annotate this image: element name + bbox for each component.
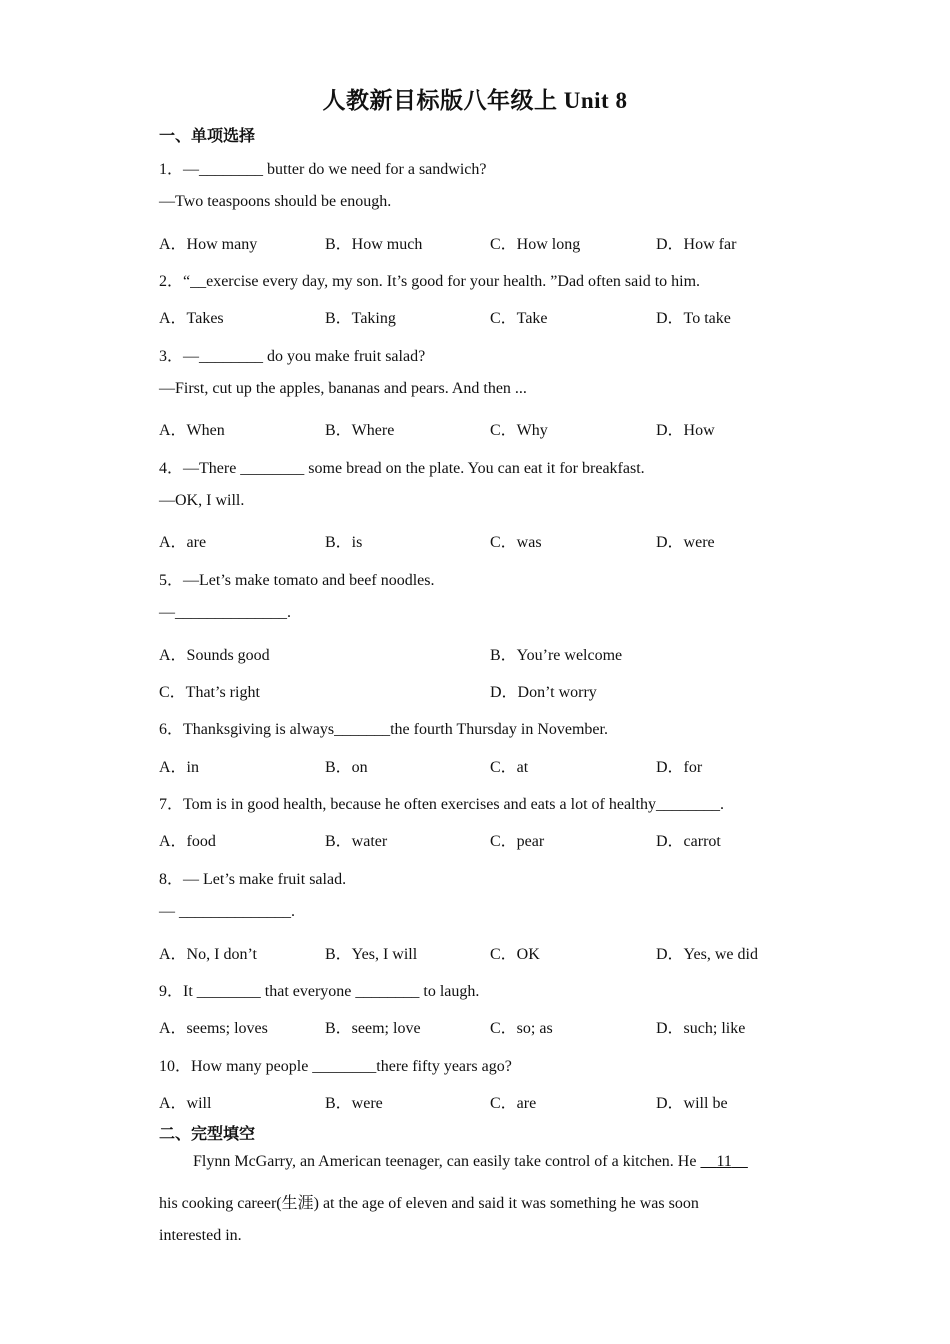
question-10-option-d: D．will be <box>656 1095 728 1112</box>
question-2-options <box>159 305 819 327</box>
question-2-option-d: D．To take <box>656 310 731 327</box>
question-3-options <box>159 417 819 439</box>
question-1-option-b: B．How much <box>325 236 423 253</box>
question-5-option-a: A．Sounds good <box>159 647 270 664</box>
cloze-line-1-text: Flynn McGarry, an American teenager, can easily take control of a kitchen. He <box>193 1153 697 1170</box>
question-1-line-2: —Two teaspoons should be enough. <box>159 193 392 210</box>
question-8-option-a: A．No, I don’t <box>159 946 257 963</box>
question-5-option-b: B．You’re welcome <box>490 647 623 664</box>
question-10-options <box>159 1090 819 1112</box>
section-heading-cloze: 二、完型填空 <box>159 1126 256 1143</box>
question-3-line-2: —First, cut up the apples, bananas and pears. And then ... <box>159 380 527 397</box>
question-6-option-c: C．at <box>490 759 529 776</box>
question-5-option-c: C．That’s right <box>159 684 260 701</box>
question-3-option-c: C．Why <box>490 422 548 439</box>
section-heading-single-choice: 一、单项选择 <box>159 128 256 145</box>
question-8-option-d: D．Yes, we did <box>656 946 758 963</box>
cloze-paragraph-line-1 <box>193 1153 748 1171</box>
question-7-option-c: C．pear <box>490 833 545 850</box>
question-8-line-1: 8．— Let’s make fruit salad. <box>159 871 347 888</box>
question-5-options-row-1 <box>159 642 819 664</box>
question-8-option-c: C．OK <box>490 946 540 963</box>
question-3-option-a: A．When <box>159 422 225 439</box>
question-9-option-c: C．so; as <box>490 1020 553 1037</box>
question-5-options-row-2 <box>159 679 819 701</box>
question-10-option-c: C．are <box>490 1095 537 1112</box>
question-6-option-d: D．for <box>656 759 703 776</box>
question-4-line-2: —OK, I will. <box>159 492 245 509</box>
question-9-options <box>159 1015 819 1037</box>
question-9-line-1: 9．It ________ that everyone ________ to laugh. <box>159 983 480 1000</box>
question-6-option-b: B．on <box>325 759 368 776</box>
question-6-line-1: 6．Thanksgiving is always_______the fourth Thursday in November. <box>159 721 608 738</box>
question-9-option-d: D．such; like <box>656 1020 746 1037</box>
question-6-options <box>159 754 819 776</box>
question-3-option-b: B．Where <box>325 422 395 439</box>
question-2-option-a: A．Takes <box>159 310 224 327</box>
question-2-option-b: B．Taking <box>325 310 396 327</box>
question-3-line-1: 3．—________ do you make fruit salad? <box>159 348 426 365</box>
question-8-line-2: — ______________. <box>159 903 295 920</box>
question-4-options <box>159 529 819 551</box>
cloze-blank-11-number: 11 <box>716 1153 732 1170</box>
question-7-option-b: B．water <box>325 833 388 850</box>
cloze-paragraph-line-2: his cooking career(生涯) at the age of eleven and said it was something he was soon <box>159 1195 699 1212</box>
question-10-option-a: A．will <box>159 1095 212 1112</box>
question-4-option-c: C．was <box>490 534 542 551</box>
question-7-option-a: A．food <box>159 833 216 850</box>
question-2-line-1: 2．“__exercise every day, my son. It’s good for your health. ”Dad often said to him. <box>159 273 701 290</box>
question-7-option-d: D．carrot <box>656 833 721 850</box>
page-title: 人教新目标版八年级上 Unit 8 <box>322 88 628 113</box>
question-5-line-2: —______________. <box>159 604 291 621</box>
question-1-option-c: C．How long <box>490 236 581 253</box>
question-9-option-a: A．seems; loves <box>159 1020 268 1037</box>
question-1-line-1: 1．—________ butter do we need for a sandwich? <box>159 161 487 178</box>
question-3-option-d: D．How <box>656 422 715 439</box>
question-10-line-1: 10．How many people ________there fifty years ago? <box>159 1058 512 1075</box>
question-4-line-1: 4．—There ________ some bread on the plate. You can eat it for breakfast. <box>159 460 645 477</box>
question-8-options <box>159 941 819 963</box>
question-1-option-d: D．How far <box>656 236 737 253</box>
question-4-option-b: B．is <box>325 534 363 551</box>
question-4-option-d: D．were <box>656 534 715 551</box>
question-1-options <box>159 231 819 253</box>
question-1-option-a: A．How many <box>159 236 258 253</box>
question-6-option-a: A．in <box>159 759 200 776</box>
question-8-option-b: B．Yes, I will <box>325 946 418 963</box>
question-7-options <box>159 828 819 850</box>
question-9-option-b: B．seem; love <box>325 1020 421 1037</box>
cloze-paragraph-line-3: interested in. <box>159 1227 242 1244</box>
question-10-option-b: B．were <box>325 1095 383 1112</box>
question-4-option-a: A．are <box>159 534 207 551</box>
cloze-blank-11 <box>700 1153 747 1170</box>
question-7-line-1: 7．Tom is in good health, because he often exercises and eats a lot of healthy________. <box>159 796 724 813</box>
question-5-line-1: 5．—Let’s make tomato and beef noodles. <box>159 572 435 589</box>
question-2-option-c: C．Take <box>490 310 548 327</box>
question-5-option-d: D．Don’t worry <box>490 684 597 701</box>
